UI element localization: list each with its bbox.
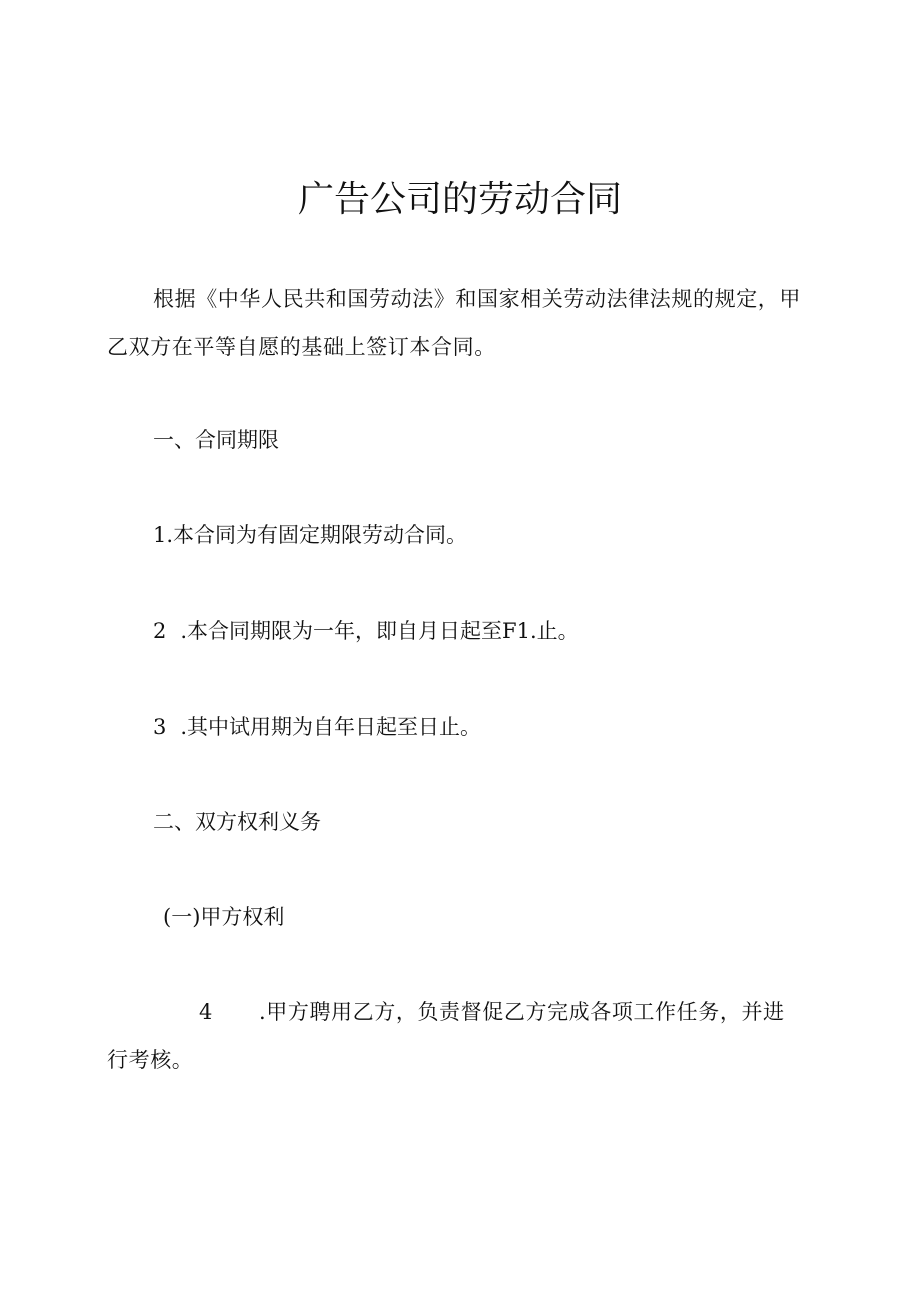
section1-item-1 [153,511,467,559]
intro-paragraph: 根据《中华人民共和国劳动法》和国家相关劳动法律法规的规定，甲乙双方在平等自愿的基础上签订本合同。 [107,287,801,359]
item-number: 1 [153,523,167,547]
item-text: .其中试用期为自年日起至日止。 [180,715,482,739]
section1-item-2 [153,607,579,655]
item-text: .甲方聘用乙方，负责督促乙方完成各项工作任务，并进行考核。 [107,1000,785,1072]
section2-subheading: (一)甲方权利 [163,905,285,929]
item-number: 2 [153,619,167,643]
section1-item-3 [153,703,481,751]
item-text: .本合同期限为一年，即自月日起至F1.止。 [180,619,579,643]
section2-item-4 [107,988,797,1084]
item-number: 4 [199,1000,213,1024]
document-title: 广告公司的劳动合同 [297,179,622,220]
section1-heading: 一、合同期限 [153,428,279,452]
section2-heading: 二、双方权利义务 [153,810,321,834]
item-text: .本合同为有固定期限劳动合同。 [166,523,468,547]
item-number: 3 [153,715,167,739]
